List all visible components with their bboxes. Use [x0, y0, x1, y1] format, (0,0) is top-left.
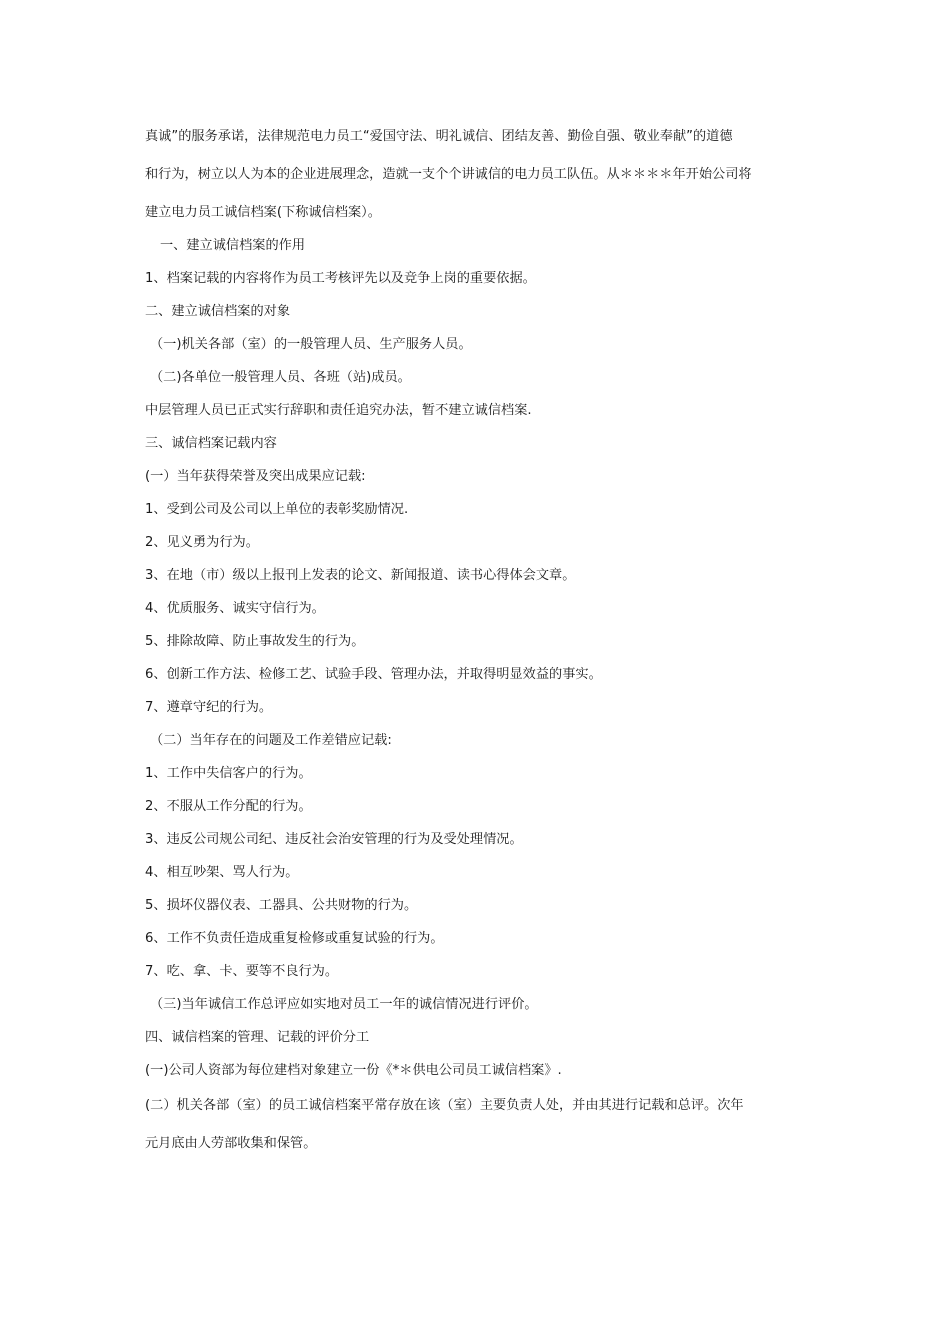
- list-item: 4、相互吵架、骂人行为。: [145, 865, 299, 880]
- list-item: 2、见义勇为行为。: [145, 535, 259, 550]
- list-item: 6、工作不负责任造成重复检修或重复试验的行为。: [145, 931, 444, 946]
- list-item: 2、不服从工作分配的行为。: [145, 799, 312, 814]
- list-item: （一)机关各部（室）的一般管理人员、生产服务人员。: [150, 337, 472, 352]
- subsection-heading: (一）当年获得荣誉及突出成果应记载:: [145, 469, 366, 484]
- list-item: 1、受到公司及公司以上单位的表彰奖励情况.: [145, 502, 409, 517]
- paragraph-line: 和行为，树立以人为本的企业进展理念，造就一支个个讲诚信的电力员工队伍。从＊＊＊＊年开始公司将: [145, 167, 752, 182]
- list-item: 4、优质服务、诚实守信行为。: [145, 601, 325, 616]
- section-heading: 二、建立诚信档案的对象: [145, 304, 291, 319]
- subsection-heading: （二）当年存在的问题及工作差错应记载:: [150, 733, 392, 748]
- paragraph-line: 建立电力员工诚信档案(下称诚信档案）。: [145, 205, 381, 220]
- section-heading: 四、诚信档案的管理、记载的评价分工: [145, 1030, 370, 1045]
- list-item: 3、违反公司规公司纪、违反社会治安管理的行为及受处理情况。: [145, 832, 523, 847]
- list-item: 6、创新工作方法、检修工艺、试验手段、管理办法，并取得明显效益的事实。: [145, 667, 602, 682]
- list-item: 7、吃、拿、卡、要等不良行为。: [145, 964, 339, 979]
- paragraph-line: 元月底由人劳部收集和保管。: [145, 1136, 317, 1151]
- list-item: 5、排除故障、防止事故发生的行为。: [145, 634, 365, 649]
- subsection-heading: （三)当年诚信工作总评应如实地对员工一年的诚信情况进行评价。: [150, 997, 538, 1012]
- section-heading: 一、建立诚信档案的作用: [160, 238, 306, 253]
- list-item: 7、遵章守纪的行为。: [145, 700, 273, 715]
- paragraph-line: 真诚”的服务承诺，法律规范电力员工“爱国守法、明礼诚信、团结友善、勤俭自强、敬业奉献”的道德: [145, 129, 733, 144]
- list-item: 1、工作中失信客户的行为。: [145, 766, 312, 781]
- list-item: 3、在地（市）级以上报刊上发表的论文、新闻报道、读书心得体会文章。: [145, 568, 576, 583]
- paragraph-line: 中层管理人员已正式实行辞职和责任追究办法，暂不建立诚信档案.: [145, 403, 532, 418]
- list-item: （二)各单位一般管理人员、各班（站)成员。: [150, 370, 411, 385]
- list-item: 5、损坏仪器仪表、工器具、公共财物的行为。: [145, 898, 418, 913]
- list-item: 1、档案记载的内容将作为员工考核评先以及竞争上岗的重要依据。: [145, 271, 536, 286]
- section-heading: 三、诚信档案记载内容: [145, 436, 277, 451]
- list-item: (二）机关各部（室）的员工诚信档案平常存放在该（室）主要负责人处，并由其进行记载和总评。次年: [145, 1098, 744, 1113]
- list-item: (一)公司人资部为每位建档对象建立一份《*＊供电公司员工诚信档案》.: [145, 1063, 562, 1078]
